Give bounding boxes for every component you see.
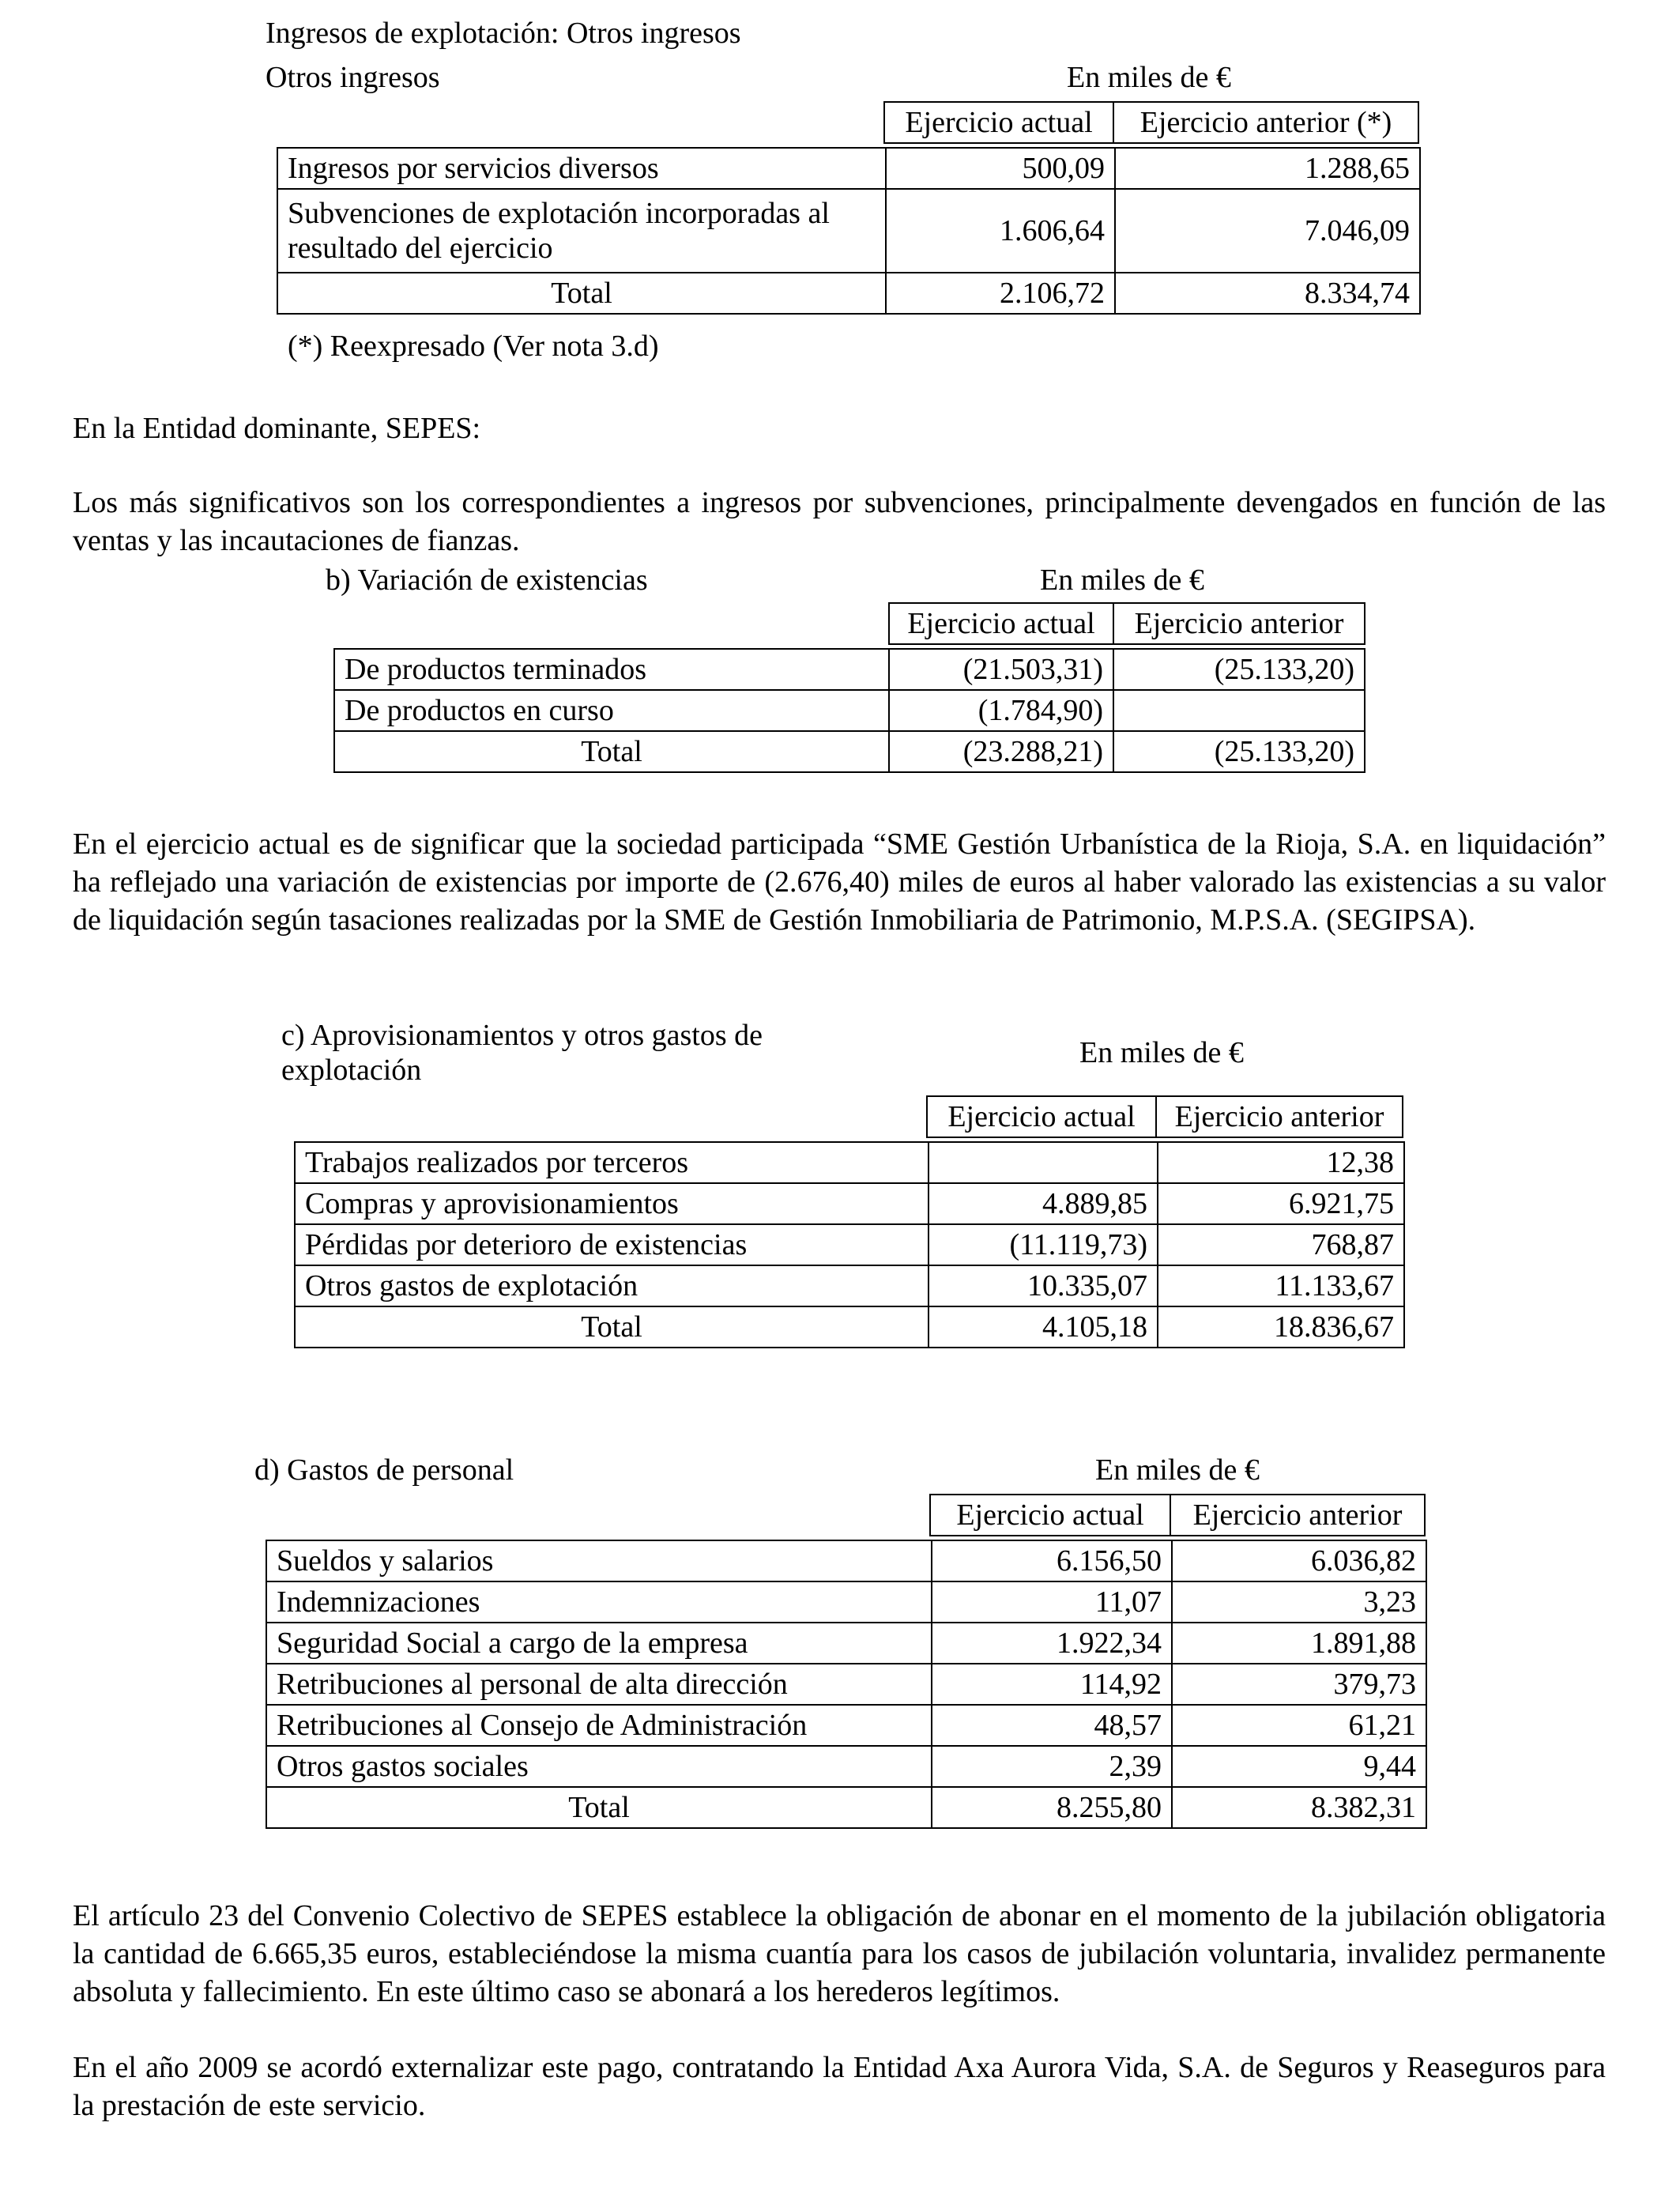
row-current: (1.784,90) <box>889 690 1113 731</box>
row-current: 10.335,07 <box>929 1265 1158 1306</box>
col-current-header: Ejercicio actual <box>927 1096 1156 1137</box>
section-c-table <box>294 1141 1405 1348</box>
total-previous: (25.133,20) <box>1113 731 1365 772</box>
paragraph-sme: En el ejercicio actual es de significar que la sociedad participada “SME Gestión Urbanística de la Rioja, S.A. en liquidación” ha reflejado una variación de existencias por importe de (2.676,40) miles de euros al haber valorado las existencias a su valor de liquidación según tasaciones realizadas por la SME de Gestión Inmobiliaria de Patrimonio, M.P.S.A. (SEGIPSA). <box>73 827 1606 937</box>
row-previous: 11.133,67 <box>1158 1265 1404 1306</box>
total-row <box>266 1787 1426 1828</box>
col-previous-header: Ejercicio anterior <box>1170 1495 1425 1536</box>
section-a-heading: Ingresos de explotación: Otros ingresos <box>266 17 741 50</box>
row-label: Compras y aprovisionamientos <box>295 1183 929 1224</box>
section-b-units: En miles de € <box>1040 564 1204 597</box>
section-a-table-title: Otros ingresos <box>266 61 440 94</box>
section-a-header-table <box>883 101 1419 144</box>
row-previous: 379,73 <box>1172 1664 1426 1705</box>
row-current: 1.606,64 <box>886 189 1115 273</box>
total-current: 2.106,72 <box>886 273 1115 314</box>
row-label: Ingresos por servicios diversos <box>277 148 886 189</box>
col-previous-header: Ejercicio anterior (*) <box>1113 102 1418 143</box>
table-row <box>266 1705 1426 1746</box>
total-label: Total <box>277 273 886 314</box>
total-row <box>334 731 1365 772</box>
table-row <box>295 1142 1404 1183</box>
total-label: Total <box>334 731 889 772</box>
section-d-table <box>266 1540 1427 1829</box>
row-current: 48,57 <box>932 1705 1172 1746</box>
row-label: Otros gastos sociales <box>266 1746 932 1787</box>
row-label: Trabajos realizados por terceros <box>295 1142 929 1183</box>
row-label: De productos terminados <box>334 649 889 690</box>
table-row <box>266 1623 1426 1664</box>
row-previous: 6.921,75 <box>1158 1183 1404 1224</box>
row-current: 2,39 <box>932 1746 1172 1787</box>
row-previous: 1.288,65 <box>1115 148 1420 189</box>
section-a-units: En miles de € <box>1067 61 1231 94</box>
total-previous: 18.836,67 <box>1158 1306 1404 1348</box>
section-c-units: En miles de € <box>1079 1036 1244 1069</box>
total-label: Total <box>266 1787 932 1828</box>
row-current: (11.119,73) <box>929 1224 1158 1265</box>
row-label: Indemnizaciones <box>266 1581 932 1623</box>
row-previous: 768,87 <box>1158 1224 1404 1265</box>
table-row <box>295 1224 1404 1265</box>
col-previous-header: Ejercicio anterior <box>1113 603 1365 644</box>
section-d-title: d) Gastos de personal <box>254 1453 514 1487</box>
col-current-header: Ejercicio actual <box>889 603 1113 644</box>
row-previous <box>1113 690 1365 731</box>
table-row <box>277 148 1420 189</box>
table-row <box>266 1540 1426 1581</box>
row-current: (21.503,31) <box>889 649 1113 690</box>
row-label: Pérdidas por deterioro de existencias <box>295 1224 929 1265</box>
section-b-header-table <box>888 602 1365 645</box>
row-current: 6.156,50 <box>932 1540 1172 1581</box>
row-label: Retribuciones al Consejo de Administración <box>266 1705 932 1746</box>
table-row <box>266 1581 1426 1623</box>
row-label: De productos en curso <box>334 690 889 731</box>
total-current: (23.288,21) <box>889 731 1113 772</box>
row-previous: (25.133,20) <box>1113 649 1365 690</box>
section-c-title-line1: c) Aprovisionamientos y otros gastos de <box>281 1019 763 1052</box>
row-previous: 12,38 <box>1158 1142 1404 1183</box>
row-previous: 61,21 <box>1172 1705 1426 1746</box>
table-row <box>266 1664 1426 1705</box>
section-b-title: b) Variación de existencias <box>326 564 648 597</box>
total-current: 4.105,18 <box>929 1306 1158 1348</box>
row-current: 500,09 <box>886 148 1115 189</box>
section-a-footnote: (*) Reexpresado (Ver nota 3.d) <box>288 330 659 363</box>
row-previous: 6.036,82 <box>1172 1540 1426 1581</box>
section-a-table <box>277 147 1421 315</box>
total-row <box>295 1306 1404 1348</box>
row-current: 11,07 <box>932 1581 1172 1623</box>
row-label: Retribuciones al personal de alta dirección <box>266 1664 932 1705</box>
row-previous: 7.046,09 <box>1115 189 1420 273</box>
section-c-header-table <box>926 1095 1403 1138</box>
row-current <box>929 1142 1158 1183</box>
total-previous: 8.382,31 <box>1172 1787 1426 1828</box>
table-row <box>266 1746 1426 1787</box>
row-previous: 3,23 <box>1172 1581 1426 1623</box>
row-current: 1.922,34 <box>932 1623 1172 1664</box>
table-row <box>334 690 1365 731</box>
row-label: Subvenciones de explotación incorporadas al resultado del ejercicio <box>277 189 886 273</box>
row-current: 114,92 <box>932 1664 1172 1705</box>
section-c-title-line2: explotación <box>281 1054 422 1087</box>
row-current: 4.889,85 <box>929 1183 1158 1224</box>
total-previous: 8.334,74 <box>1115 273 1420 314</box>
section-d-units: En miles de € <box>1095 1453 1260 1487</box>
paragraph-2009: En el año 2009 se acordó externalizar este pago, contratando la Entidad Axa Aurora Vida, S.A. de Seguros y Reaseguros para la prestación de este servicio. <box>73 2051 1606 2122</box>
paragraph-entity: En la Entidad dominante, SEPES: <box>73 412 481 445</box>
table-row <box>277 189 1420 273</box>
total-current: 8.255,80 <box>932 1787 1172 1828</box>
total-label: Total <box>295 1306 929 1348</box>
row-label: Seguridad Social a cargo de la empresa <box>266 1623 932 1664</box>
col-current-header: Ejercicio actual <box>884 102 1113 143</box>
table-row <box>334 649 1365 690</box>
table-row <box>295 1183 1404 1224</box>
section-d-header-table <box>929 1494 1426 1536</box>
section-b-table <box>333 648 1365 773</box>
col-previous-header: Ejercicio anterior <box>1156 1096 1403 1137</box>
row-label: Otros gastos de explotación <box>295 1265 929 1306</box>
col-current-header: Ejercicio actual <box>930 1495 1170 1536</box>
paragraph-significant: Los más significativos son los correspondientes a ingresos por subvenciones, principalmente devengados en función de las ventas y las incautaciones de fianzas. <box>73 486 1606 557</box>
paragraph-convenio: El artículo 23 del Convenio Colectivo de SEPES establece la obligación de abonar en el momento de la jubilación obligatoria la cantidad de 6.665,35 euros, estableciéndose la misma cuantía para los casos de jubilación voluntaria, invalidez permanente absoluta y fallecimiento. En este último caso se abonará a los herederos legítimos. <box>73 1899 1606 2008</box>
total-row <box>277 273 1420 314</box>
row-previous: 9,44 <box>1172 1746 1426 1787</box>
row-label: Sueldos y salarios <box>266 1540 932 1581</box>
table-row <box>295 1265 1404 1306</box>
row-previous: 1.891,88 <box>1172 1623 1426 1664</box>
